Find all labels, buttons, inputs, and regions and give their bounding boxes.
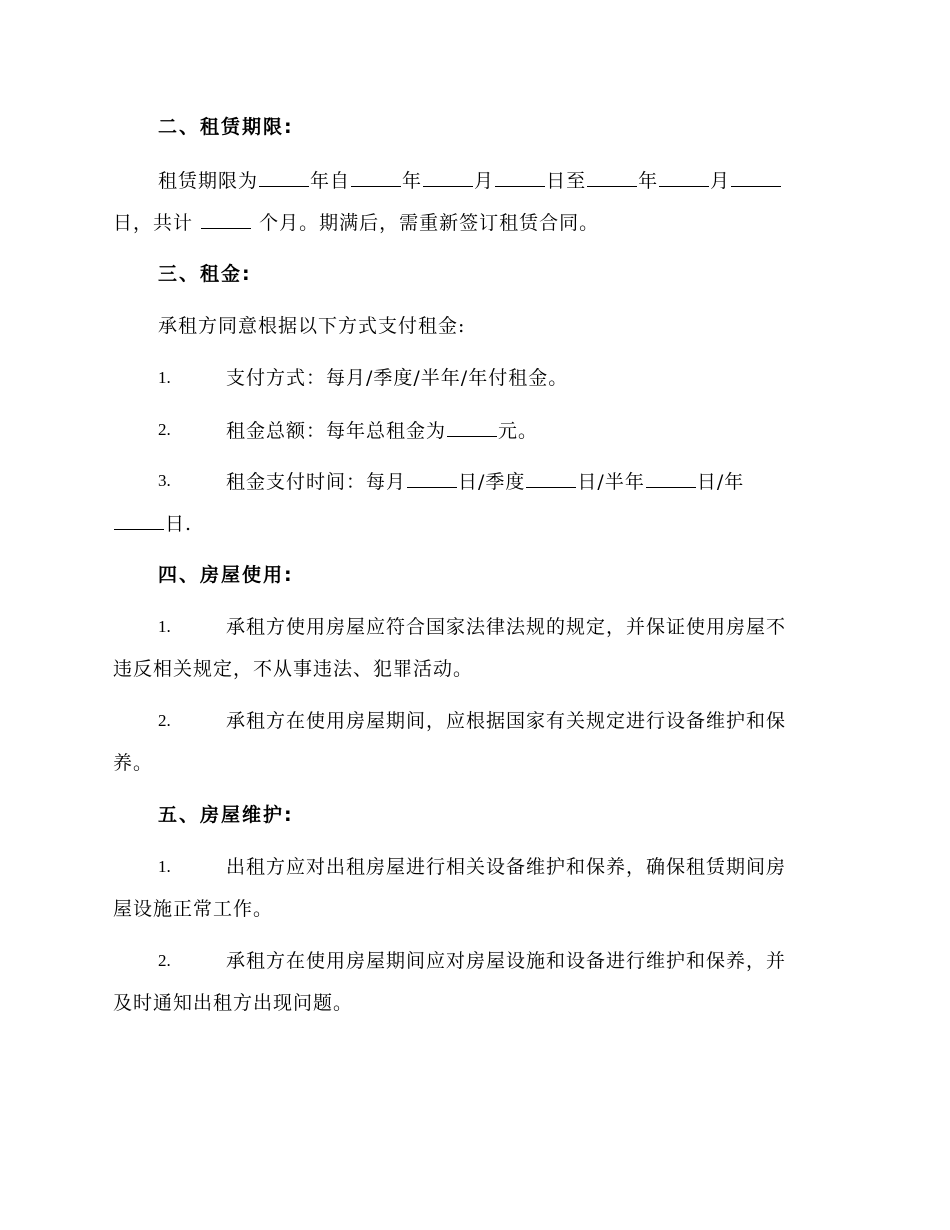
section-heading-rent: 三、租金:: [158, 263, 252, 285]
maintenance-item-2-line-2: 及时通知出租方出现问题。: [113, 992, 354, 1014]
text: 日至: [546, 170, 587, 192]
rent-payment-time-cont: [113, 513, 192, 534]
section-heading-term: 二、租赁期限:: [158, 116, 294, 138]
text: 元。: [498, 420, 539, 442]
item-number: 1.: [158, 617, 171, 636]
text: 年: [638, 170, 659, 192]
section-heading-usage: 四、房屋使用:: [158, 564, 294, 586]
text: 年: [402, 170, 423, 192]
text: 日，共计: [113, 212, 201, 234]
text: 租金支付时间：每月: [226, 471, 407, 493]
rent-payment-time: [226, 471, 744, 492]
usage-item-2-line-2: 养。: [113, 752, 154, 774]
text: 日/年: [696, 471, 745, 493]
text: 日/半年: [577, 471, 645, 493]
rent-method: 支付方式：每月/季度/半年/年付租金。: [226, 367, 569, 389]
text: 日/季度: [458, 471, 526, 493]
maintenance-item-2-line-1: 承租方在使用房屋期间应对房屋设施和设备进行维护和保养，并: [226, 950, 787, 972]
blank: [423, 170, 473, 187]
item-number: 1.: [158, 857, 171, 876]
blank: [259, 170, 309, 187]
blank: [587, 170, 637, 187]
text: 月: [710, 170, 731, 192]
item-number: 3.: [158, 471, 171, 490]
item-number: 2.: [158, 951, 171, 970]
blank: [351, 170, 401, 187]
blank: [114, 513, 164, 530]
text: 日.: [165, 513, 193, 535]
section-heading-maintenance: 五、房屋维护:: [158, 804, 294, 826]
blank: [646, 471, 696, 488]
text: 租赁期限为: [158, 170, 259, 192]
rent-total: [226, 420, 538, 441]
term-line-2: [113, 212, 599, 233]
item-number: 2.: [158, 420, 171, 439]
term-line-1: [158, 170, 782, 191]
text: 年自: [310, 170, 351, 192]
blank: [526, 471, 576, 488]
usage-item-1-line-2: 违反相关规定，不从事违法、犯罪活动。: [113, 658, 474, 680]
text: 租金总额：每年总租金为: [226, 420, 447, 442]
blank: [731, 170, 781, 187]
usage-item-2-line-1: 承租方在使用房屋期间，应根据国家有关规定进行设备维护和保: [226, 710, 787, 732]
text: 月: [474, 170, 495, 192]
maintenance-item-1-line-1: 出租方应对出租房屋进行相关设备维护和保养，确保租赁期间房: [226, 856, 787, 878]
blank: [659, 170, 709, 187]
usage-item-1-line-1: 承租方使用房屋应符合国家法律法规的规定，并保证使用房屋不: [226, 616, 787, 638]
blank: [201, 212, 251, 229]
blank: [447, 420, 497, 437]
blank: [407, 471, 457, 488]
text: 个月。期满后，需重新签订租赁合同。: [252, 212, 600, 234]
maintenance-item-1-line-2: 屋设施正常工作。: [113, 898, 274, 920]
item-number: 2.: [158, 711, 171, 730]
item-number: 1.: [158, 368, 171, 387]
rent-intro: 承租方同意根据以下方式支付租金:: [158, 315, 466, 337]
blank: [495, 170, 545, 187]
